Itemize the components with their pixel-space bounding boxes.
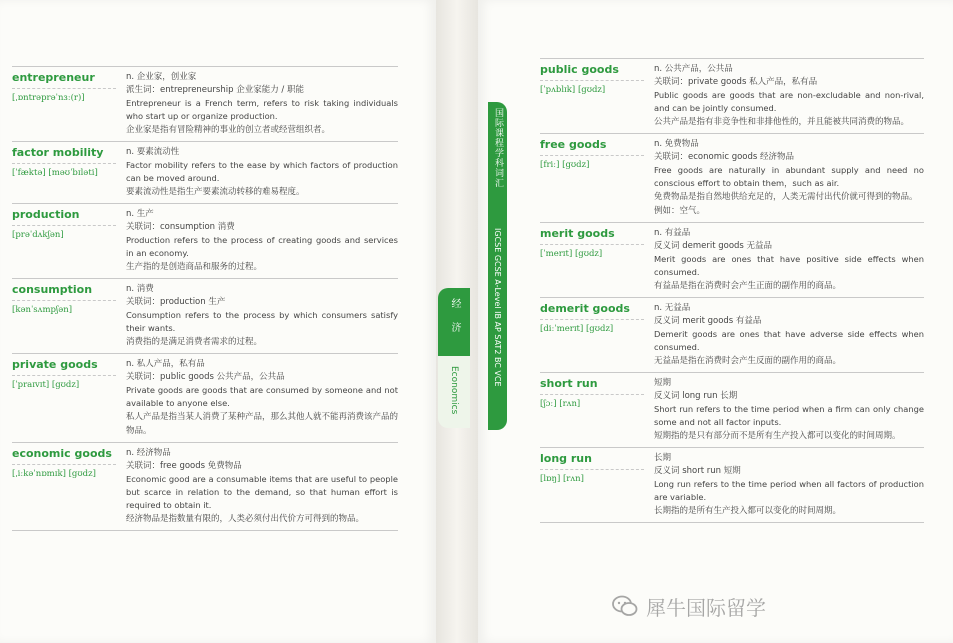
wechat-icon: [612, 595, 638, 617]
definition-column: [650, 223, 924, 297]
entry-part-of-speech: n. 无益品: [654, 303, 691, 313]
entry-related-words: 关联词：economic goods 经济物品: [654, 152, 795, 162]
term-column: [12, 67, 122, 141]
entry-part-of-speech: n. 消费: [126, 284, 154, 294]
glossary-entry: [12, 203, 398, 278]
entry-chinese-definition: 消费指的是满足消费者需求的过程。: [126, 337, 263, 347]
entry-related-words: 派生词：entrepreneurship 企业家能力 / 职能: [126, 85, 304, 95]
definition-column: [122, 279, 398, 353]
definition-column: [650, 298, 924, 372]
entry-term: production: [12, 208, 80, 221]
term-divider: [540, 319, 644, 320]
entry-chinese-definition: 免费物品是指自然地供给充足的，人类无需付出代价就可得到的物品。例如：空气。: [654, 192, 918, 216]
entry-phonetic: [diːˈmerɪt] [gʊdz]: [540, 324, 614, 334]
entry-english-definition: Demerit goods are ones that have adverse side effects when consumed.: [654, 329, 924, 352]
entry-english-definition: Economic good are a consumable items that are useful to people but scarce in relation to the demand, so that human effort is required to obtain it.: [126, 474, 398, 510]
entry-english-definition: Short run refers to the time period when a firm can only change some and not all factor inputs.: [654, 404, 924, 427]
entry-phonetic: [ʃɔː] [rʌn]: [540, 399, 581, 409]
entry-part-of-speech: n. 免费物品: [654, 139, 699, 149]
entry-english-definition: Production refers to the process of creating goods and services in an economy.: [126, 235, 398, 258]
entry-part-of-speech: n. 经济物品: [126, 448, 171, 458]
definition-column: [122, 67, 398, 141]
term-divider: [12, 375, 116, 376]
entry-related-words: 关联词：private goods 私人产品，私有品: [654, 77, 818, 87]
entry-related-words: 反义词 merit goods 有益品: [654, 316, 762, 326]
entry-chinese-definition: 经济物品是指数量有限的，人类必须付出代价方可得到的物品。: [126, 514, 365, 524]
glossary-entry: [12, 442, 398, 531]
glossary-entry: [540, 297, 924, 372]
definition-column: [650, 59, 924, 133]
entry-phonetic: [ˈmerɪt] [gʊdz]: [540, 249, 603, 259]
glossary-entry: [540, 372, 924, 447]
entry-part-of-speech: n. 生产: [126, 209, 154, 219]
entry-english-definition: Free goods are naturally in abundant supply and need no conscious effort to obtain them，such as air.: [654, 165, 924, 188]
entry-english-definition: Public goods are goods that are non-excludable and non-rival, and can be jointly consumed.: [654, 90, 924, 113]
term-divider: [540, 80, 644, 81]
entry-chinese-definition: 企业家是指有冒险精神的事业的创立者或经营组织者。: [126, 125, 331, 135]
term-column: [12, 443, 122, 530]
glossary-entry: [12, 66, 398, 141]
entry-term: factor mobility: [12, 146, 104, 159]
curriculum-tab-title: 国际课程学科词汇: [493, 108, 503, 188]
left-page: [0, 0, 436, 643]
entry-term: entrepreneur: [12, 71, 95, 84]
right-page: [478, 0, 953, 643]
entry-chinese-definition: 无益品是指在消费时会产生反面的副作用的商品。: [654, 356, 842, 366]
entry-chinese-definition: 要素流动性是指生产要素流动转移的难易程度。: [126, 187, 305, 197]
entry-phonetic: [ˌiːkəˈnɒmɪk] [gʊdz]: [12, 469, 96, 479]
entry-part-of-speech: n. 有益品: [654, 228, 691, 238]
term-column: [12, 279, 122, 353]
entry-english-definition: Private goods are goods that are consumed by someone and not available to anyone else.: [126, 385, 398, 408]
entry-chinese-definition: 公共产品是指有非竞争性和非排他性的，并且能被共同消费的物品。: [654, 117, 910, 127]
entry-term: consumption: [12, 283, 93, 296]
term-divider: [12, 300, 116, 301]
term-divider: [540, 469, 644, 470]
term-divider: [12, 225, 116, 226]
definition-column: [122, 142, 398, 203]
term-divider: [540, 244, 644, 245]
entry-part-of-speech: n. 要素流动性: [126, 147, 180, 157]
entry-chinese-definition: 生产指的是创造商品和服务的过程。: [126, 262, 263, 272]
entry-related-words: 反义词 long run 长期: [654, 391, 738, 401]
glossary-entry: [540, 222, 924, 297]
entry-part-of-speech: n. 公共产品，公共品: [654, 64, 733, 74]
entry-related-words: 关联词：free goods 免费物品: [126, 461, 242, 471]
entry-related-words: 关联词：public goods 公共产品，公共品: [126, 372, 285, 382]
entry-related-words: 反义词 short run 短期: [654, 466, 741, 476]
term-column: [12, 204, 122, 278]
left-entry-list: [12, 66, 398, 531]
entry-term: merit goods: [540, 227, 615, 240]
entry-english-definition: Factor mobility refers to the ease by which factors of production can be moved around.: [126, 160, 398, 183]
term-column: [540, 59, 650, 133]
entry-phonetic: [ˈpraɪvɪt] [gʊdz]: [12, 380, 80, 390]
term-column: [540, 134, 650, 222]
watermark-text: 犀牛国际留学: [646, 595, 766, 620]
definition-column: [122, 354, 398, 442]
entry-chinese-definition: 私人产品是指当某人消费了某种产品，那么其他人就不能再消费该产品的物品。: [126, 412, 399, 436]
entry-term: public goods: [540, 63, 619, 76]
entry-term: long run: [540, 452, 592, 465]
term-divider: [540, 394, 644, 395]
watermark: [612, 588, 766, 624]
glossary-entry: [12, 278, 398, 353]
entry-related-words: 关联词：consumption 消费: [126, 222, 235, 232]
glossary-entry: [12, 141, 398, 203]
entry-term: economic goods: [12, 447, 112, 460]
right-entry-list: [540, 58, 924, 523]
entry-english-definition: Consumption refers to the process by which consumers satisfy their wants.: [126, 310, 398, 333]
entry-english-definition: Merit goods are ones that have positive side effects when consumed.: [654, 254, 924, 277]
subject-tab-zh: 经济: [449, 298, 460, 346]
term-column: [12, 354, 122, 442]
glossary-entry: [540, 58, 924, 133]
term-divider: [12, 163, 116, 164]
term-divider: [12, 88, 116, 89]
definition-column: [650, 373, 924, 447]
term-column: [540, 373, 650, 447]
entry-part-of-speech: n. 私人产品，私有品: [126, 359, 205, 369]
definition-column: [650, 448, 924, 522]
entry-related-words: 关联词：production 生产: [126, 297, 226, 307]
curriculum-tab-courses: IGCSE GCSE A-Level IB AP SAT2 BC VCE: [493, 228, 502, 387]
entry-chinese-definition: 有益品是指在消费时会产生正面的副作用的商品。: [654, 281, 842, 291]
entry-related-words: 反义词 demerit goods 无益品: [654, 241, 773, 251]
entry-term: short run: [540, 377, 598, 390]
term-divider: [540, 155, 644, 156]
entry-phonetic: [ˈpʌblɪk] [gʊdz]: [540, 85, 606, 95]
entry-english-definition: Long run refers to the time period when all factors of production are variable.: [654, 479, 924, 502]
entry-phonetic: [friː] [gʊdz]: [540, 160, 590, 170]
definition-column: [122, 204, 398, 278]
entry-phonetic: [lɒŋ] [rʌn]: [540, 474, 584, 484]
entry-part-of-speech: 长期: [654, 453, 672, 463]
entry-term: free goods: [540, 138, 607, 151]
entry-part-of-speech: 短期: [654, 378, 672, 388]
entry-chinese-definition: 长期指的是所有生产投入都可以变化的时间周期。: [654, 506, 842, 516]
entry-phonetic: [ˌɒntrəprəˈnɜː(r)]: [12, 93, 85, 103]
entry-phonetic: [prəˈdʌkʃən]: [12, 230, 64, 240]
glossary-entry: [540, 447, 924, 523]
term-column: [540, 223, 650, 297]
definition-column: [122, 443, 398, 530]
term-divider: [12, 464, 116, 465]
entry-phonetic: [ˈfæktə] [məʊˈbɪləti]: [12, 168, 98, 178]
entry-english-definition: Entrepreneur is a French term, refers to risk taking individuals who start up or organize production.: [126, 98, 398, 121]
entry-part-of-speech: n. 企业家，创业家: [126, 72, 197, 82]
term-column: [12, 142, 122, 203]
entry-chinese-definition: 短期指的是只有部分而不是所有生产投入都可以变化的时间周期。: [654, 431, 901, 441]
term-column: [540, 448, 650, 522]
subject-tab-en: Economics: [449, 366, 459, 415]
glossary-entry: [12, 353, 398, 442]
entry-term: demerit goods: [540, 302, 630, 315]
definition-column: [650, 134, 924, 222]
entry-term: private goods: [12, 358, 98, 371]
glossary-entry: [540, 133, 924, 222]
entry-phonetic: [kənˈsʌmpʃən]: [12, 305, 73, 315]
term-column: [540, 298, 650, 372]
